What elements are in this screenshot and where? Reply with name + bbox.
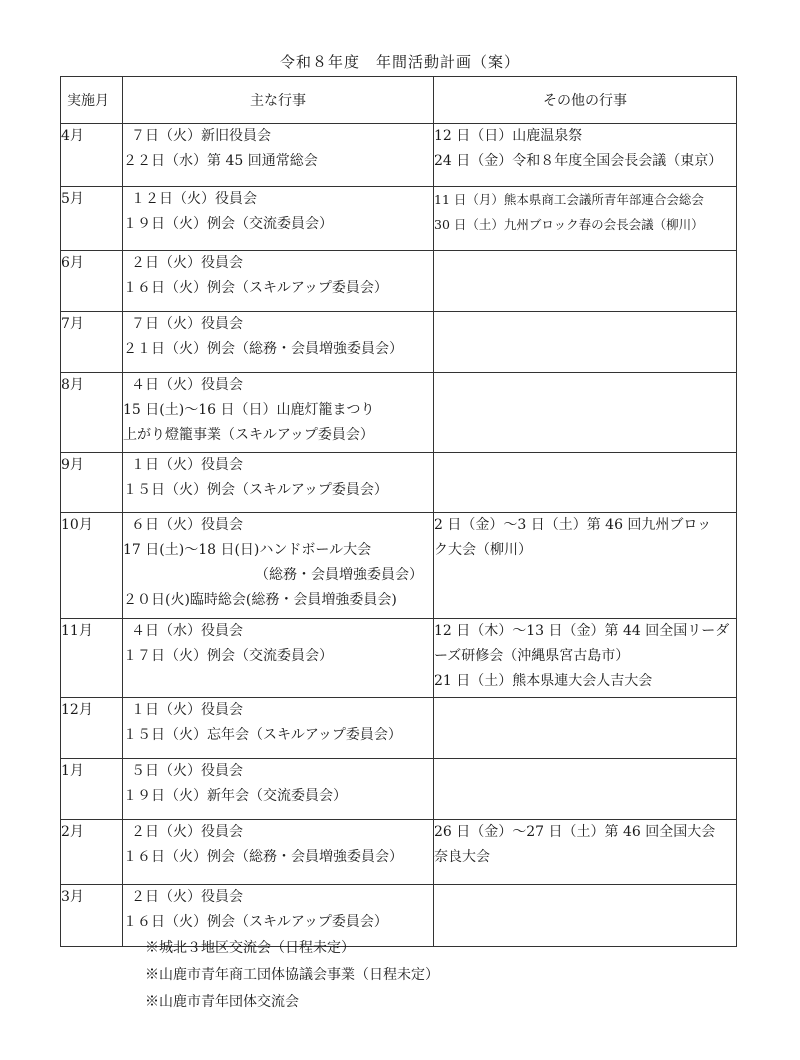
main-event-line: ６日（火）役員会 [131, 517, 243, 533]
main-event-line: （総務・会員増強委員会） [255, 567, 423, 583]
main-event-line: １日（火）役員会 [131, 702, 243, 718]
month-cell [61, 124, 123, 187]
other-event-line: ーズ研修会（沖縄県宮古島市） [434, 648, 630, 664]
main-events-cell [123, 453, 434, 513]
other-event-line: ク大会（柳川） [434, 542, 532, 558]
other-events-cell [434, 373, 737, 453]
table-row [61, 820, 737, 885]
month-label: 8月 [61, 377, 84, 393]
table-row [61, 373, 737, 453]
month-label: 2月 [61, 824, 84, 840]
month-label: 9月 [61, 457, 84, 473]
main-event-line: ５日（火）役員会 [131, 763, 243, 779]
note-item: ※山鹿市青年商工団体協議会事業（日程未定） [145, 967, 439, 983]
header-month: 実施月 [61, 77, 123, 124]
other-events-cell [434, 187, 737, 251]
main-event-line: 15 日(土)～16 日（日）山鹿灯籠まつり [123, 402, 375, 418]
main-event-line: ２日（火）役員会 [131, 824, 243, 840]
month-cell [61, 759, 123, 820]
main-event-line: １５日（火）忘年会（スキルアップ委員会） [123, 727, 402, 743]
other-events-cell [434, 513, 737, 619]
table-row [61, 698, 737, 759]
main-event-line: １９日（火）例会（交流委員会） [123, 216, 333, 232]
main-events-cell [123, 820, 434, 885]
month-label: 12月 [61, 702, 93, 718]
month-cell [61, 698, 123, 759]
other-events-cell [434, 759, 737, 820]
main-event-line: ２日（火）役員会 [131, 889, 243, 905]
other-events-cell [434, 312, 737, 373]
main-events-cell [123, 312, 434, 373]
month-label: 11月 [61, 623, 93, 639]
month-cell [61, 312, 123, 373]
other-event-line: 2 日（金）～3 日（土）第 46 回九州ブロッ [434, 517, 712, 533]
main-event-line: １２日（火）役員会 [131, 191, 257, 207]
month-label: 7月 [61, 316, 84, 332]
main-event-line: ７日（火）役員会 [131, 316, 243, 332]
activity-plan-table [60, 76, 737, 947]
notes [145, 935, 439, 1016]
main-events-cell [123, 251, 434, 312]
month-cell [61, 187, 123, 251]
table-row [61, 759, 737, 820]
other-events-cell [434, 698, 737, 759]
month-label: 1月 [61, 763, 84, 779]
other-events-cell [434, 619, 737, 698]
table-row [61, 187, 737, 251]
other-event-line: 12 日（木）～13 日（金）第 44 回全国リーダ [434, 623, 730, 639]
month-cell [61, 885, 123, 947]
month-label: 10月 [61, 517, 93, 533]
main-event-line: １７日（火）例会（交流委員会） [123, 648, 333, 664]
main-event-line: ４日（水）役員会 [131, 623, 243, 639]
main-events-cell [123, 124, 434, 187]
table-row [61, 124, 737, 187]
main-event-line: １６日（火）例会（総務・会員増強委員会） [123, 849, 403, 865]
main-event-line: ２１日（火）例会（総務・会員増強委員会） [123, 341, 403, 357]
main-event-line: １６日（火）例会（スキルアップ委員会） [123, 280, 388, 296]
other-event-line: 26 日（金）～27 日（土）第 46 回全国大会 [434, 824, 716, 840]
header-other-events: その他の行事 [434, 77, 737, 124]
month-cell [61, 251, 123, 312]
table-header-row [61, 77, 737, 124]
note-item: ※山鹿市青年団体交流会 [145, 994, 299, 1010]
main-event-line: ２０日(火)臨時総会(総務・会員増強委員会) [123, 592, 397, 608]
other-events-cell [434, 885, 737, 947]
main-events-cell [123, 619, 434, 698]
month-label: 5月 [61, 191, 84, 207]
other-event-line: 30 日（土）九州ブロック春の会長会議（柳川） [434, 217, 704, 232]
month-label: 4月 [61, 128, 84, 144]
other-events-cell [434, 251, 737, 312]
main-events-cell [123, 373, 434, 453]
main-event-line: １９日（火）新年会（交流委員会） [123, 788, 347, 804]
other-events-cell [434, 124, 737, 187]
main-event-line: ２２日（水）第 45 回通常総会 [123, 153, 318, 169]
other-events-cell [434, 453, 737, 513]
month-cell [61, 373, 123, 453]
other-event-line: 24 日（金）令和８年度全国会長会議（東京） [434, 153, 723, 169]
main-events-cell [123, 187, 434, 251]
other-event-line: 奈良大会 [434, 849, 490, 865]
main-events-cell [123, 698, 434, 759]
main-event-line: ４日（火）役員会 [131, 377, 243, 393]
other-events-cell [434, 820, 737, 885]
month-label: 6月 [61, 255, 84, 271]
main-events-cell [123, 759, 434, 820]
page-title: 令和８年度 年間活動計画（案） [279, 53, 520, 71]
main-event-line: １６日（火）例会（スキルアップ委員会） [123, 914, 388, 930]
main-event-line: １日（火）役員会 [131, 457, 243, 473]
table-row [61, 619, 737, 698]
main-event-line: 上がり燈籠事業（スキルアップ委員会） [123, 427, 374, 443]
table-row [61, 453, 737, 513]
main-event-line: ７日（火）新旧役員会 [131, 128, 271, 144]
month-cell [61, 820, 123, 885]
month-label: 3月 [61, 889, 84, 905]
other-event-line: 12 日（日）山鹿温泉祭 [434, 128, 583, 144]
main-event-line: 17 日(土)～18 日(日)ハンドボール大会 [123, 542, 372, 558]
table-row [61, 513, 737, 619]
header-main-events: 主な行事 [123, 77, 434, 124]
month-cell [61, 453, 123, 513]
main-event-line: １５日（火）例会（スキルアップ委員会） [123, 482, 388, 498]
table-row [61, 251, 737, 312]
note-item: ※城北３地区交流会（日程未定） [145, 940, 355, 956]
other-event-line: 21 日（土）熊本県連大会人吉大会 [434, 673, 653, 689]
table-row [61, 312, 737, 373]
month-cell [61, 513, 123, 619]
main-events-cell [123, 513, 434, 619]
month-cell [61, 619, 123, 698]
other-event-line: 11 日（月）熊本県商工会議所青年部連合会総会 [434, 192, 704, 207]
main-event-line: ２日（火）役員会 [131, 255, 243, 271]
